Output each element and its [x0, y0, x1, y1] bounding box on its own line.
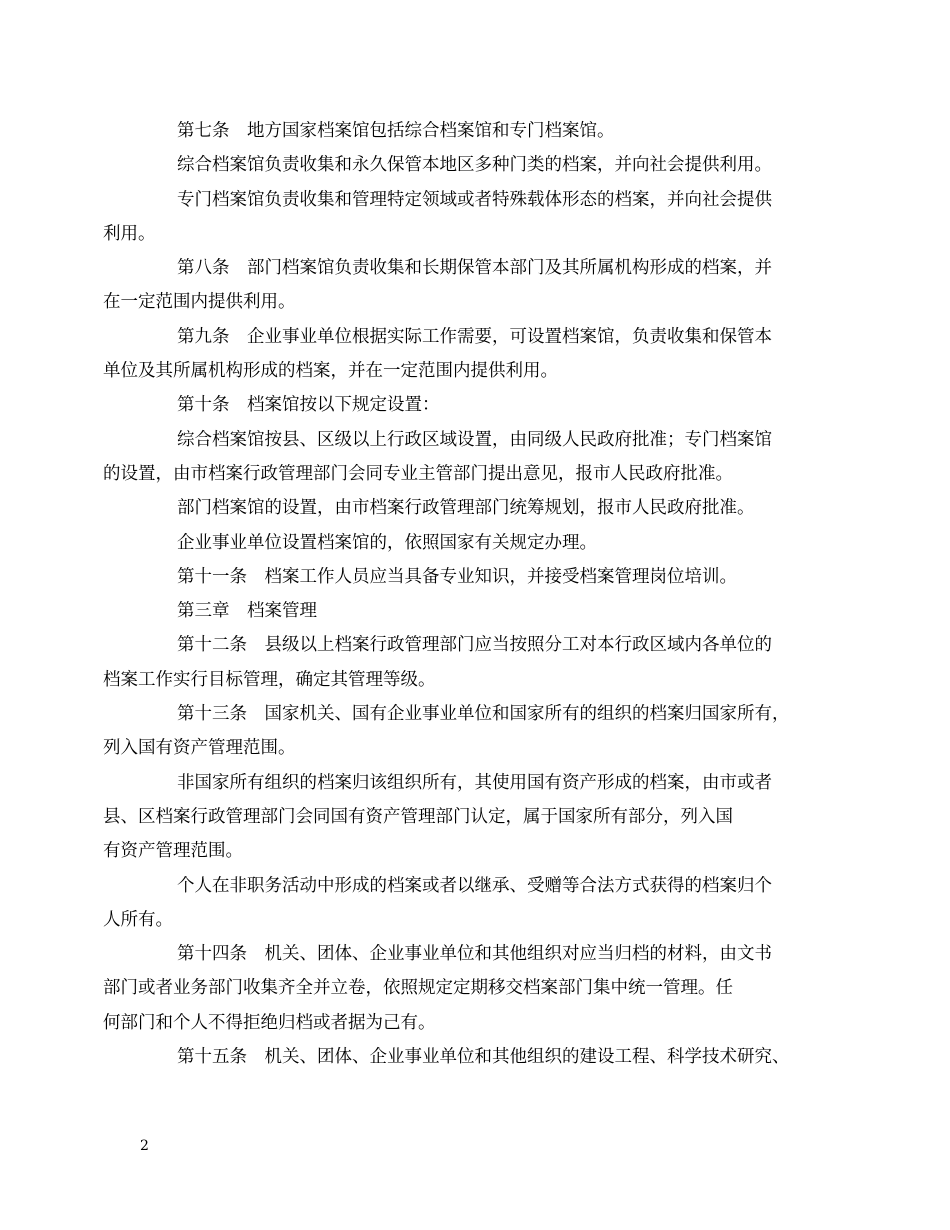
text-line: 第十五条 机关、团体、企业事业单位和其他组织的建设工程、科学技术研究、: [177, 1047, 790, 1068]
paragraph: [103, 320, 820, 389]
document-body: [103, 114, 820, 1074]
paragraph: [140, 1040, 820, 1074]
text-line: 部门或者业务部门收集齐全并立卷，依照规定定期移交档案部门集中统一管理。任: [103, 978, 733, 999]
paragraph: [140, 491, 820, 525]
paragraph: [103, 628, 820, 697]
page-number: 2: [140, 1138, 149, 1154]
paragraph: [140, 148, 820, 182]
paragraph: [103, 766, 820, 869]
text-line: 单位及其所属机构形成的档案，并在一定范围内提供利用。: [103, 361, 558, 382]
text-line: 综合档案馆负责收集和永久保管本地区多种门类的档案，并向社会提供利用。: [177, 155, 772, 176]
text-line: 第七条 地方国家档案馆包括综合档案馆和专门档案馆。: [177, 121, 615, 141]
text-line: 第十三条 国家机关、国有企业事业单位和国家所有的组织的档案归国家所有，: [177, 704, 790, 725]
text-line: 在一定范围内提供利用。: [103, 292, 296, 313]
text-line: 利用。: [103, 223, 156, 244]
paragraph: [103, 423, 820, 492]
paragraph: [103, 697, 820, 766]
paragraph: [103, 937, 820, 1040]
text-line: 第九条 企业事业单位根据实际工作需要，可设置档案馆，负责收集和保管本: [177, 326, 772, 347]
text-line: 第十条 档案馆按以下规定设置：: [177, 395, 440, 416]
text-line: 档案工作实行目标管理，确定其管理等级。: [103, 669, 436, 690]
text-line: 人所有。: [103, 909, 173, 930]
paragraph: [140, 114, 820, 148]
text-line: 第八条 部门档案馆负责收集和长期保管本部门及其所属机构形成的档案，并: [177, 258, 772, 279]
text-line: 企业事业单位设置档案馆的，依照国家有关规定办理。: [177, 532, 597, 553]
text-line: 第十一条 档案工作人员应当具备专业知识，并接受档案管理岗位培训。: [177, 566, 737, 587]
text-line: 个人在非职务活动中形成的档案或者以继承、受赠等合法方式获得的档案归个: [177, 875, 772, 896]
paragraph: [140, 560, 820, 594]
text-line: 综合档案馆按县、区级以上行政区域设置，由同级人民政府批准；专门档案馆: [177, 429, 772, 450]
paragraph: [103, 869, 820, 938]
paragraph: [103, 183, 820, 252]
text-line: 部门档案馆的设置，由市档案行政管理部门统筹规划，报市人民政府批准。: [177, 498, 755, 519]
text-line: 第十二条 县级以上档案行政管理部门应当按照分工对本行政区域内各单位的: [177, 635, 772, 656]
text-line: 非国家所有组织的档案归该组织所有，其使用国有资产形成的档案，由市或者: [177, 772, 772, 793]
text-line: 何部门和个人不得拒绝归档或者据为己有。: [103, 1012, 436, 1033]
paragraph: [103, 251, 820, 320]
text-line: 列入国有资产管理范围。: [103, 738, 296, 759]
text-line: 的设置，由市档案行政管理部门会同专业主管部门提出意见，报市人民政府批准。: [103, 463, 733, 484]
text-line: 第十四条 机关、团体、企业事业单位和其他组织对应当归档的材料，由文书: [177, 944, 772, 965]
text-line: 县、区档案行政管理部门会同国有资产管理部门认定，属于国家所有部分，列入国: [103, 806, 733, 827]
paragraph: [140, 526, 820, 560]
text-line: 第三章 档案管理: [177, 601, 317, 622]
paragraph: [140, 388, 820, 422]
text-line: 有资产管理范围。: [103, 841, 243, 862]
text-line: 专门档案馆负责收集和管理特定领域或者特殊载体形态的档案，并向社会提供: [177, 189, 772, 210]
paragraph: [140, 594, 820, 628]
